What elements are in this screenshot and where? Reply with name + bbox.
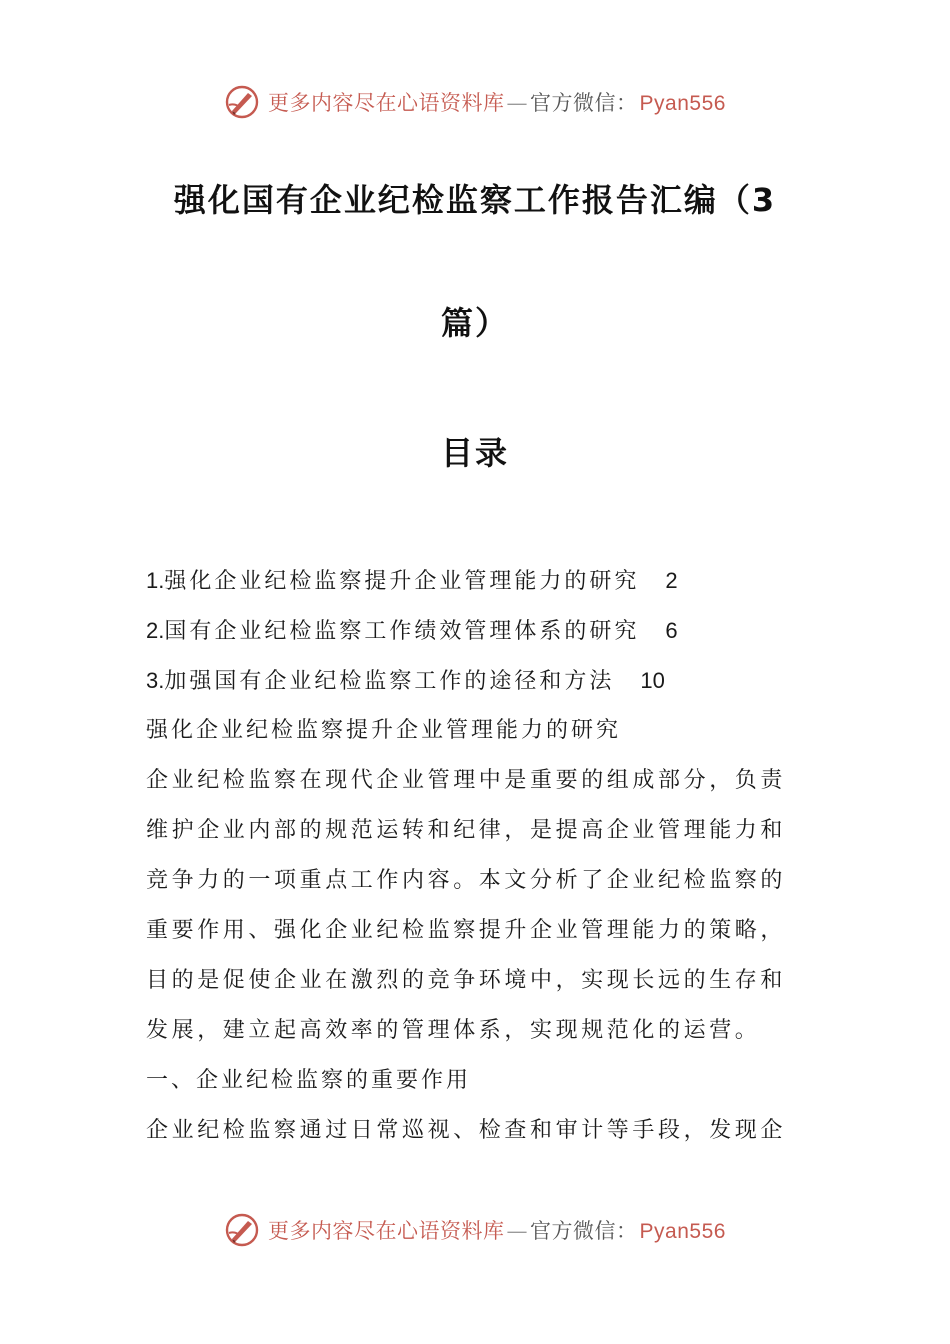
toc-heading: 目录 — [440, 434, 509, 472]
banner-text: 更多内容尽在心语资料库 — [268, 1219, 505, 1243]
paragraph-line: 维护企业内部的规范运转和纪律，是提高企业管理能力和 — [146, 818, 787, 843]
toc-item-number: 1. — [146, 568, 165, 593]
toc-item-2[interactable] — [146, 612, 846, 662]
toc-item-page: 6 — [665, 618, 678, 643]
banner-text: 更多内容尽在心语资料库 — [268, 91, 505, 115]
document-title-line-1: 强化国有企业纪检监察工作报告汇编（3 — [173, 181, 777, 219]
toc-item-text: 强化企业纪检监察提升企业管理能力的研究 — [164, 569, 640, 594]
section-heading: 一、企业纪检监察的重要作用 — [146, 1068, 472, 1093]
footer-watermark — [0, 1208, 950, 1252]
header-watermark — [0, 80, 950, 124]
paragraph-line: 重要作用、强化企业纪检监察提升企业管理能力的策略， — [146, 918, 787, 943]
paragraph-line: 企业纪检监察在现代企业管理中是重要的组成部分，负责 — [146, 768, 787, 793]
toc-item-3[interactable] — [146, 662, 846, 712]
toc-item-page: 2 — [665, 568, 678, 593]
banner-dash: — — [506, 1219, 529, 1243]
toc-item-text: 加强国有企业纪检监察工作的途径和方法 — [164, 669, 615, 694]
banner-wechat-label: 官方微信： — [530, 1219, 638, 1243]
article-title: 强化企业纪检监察提升企业管理能力的研究 — [146, 718, 622, 743]
toc-item-page: 10 — [640, 668, 665, 693]
toc-item-text: 国有企业纪检监察工作绩效管理体系的研究 — [164, 619, 640, 644]
pen-logo-icon — [224, 1212, 260, 1248]
article-body — [146, 712, 808, 1162]
document-title-line-2: 篇） — [440, 304, 509, 342]
paragraph-line: 企业纪检监察通过日常巡视、检查和审计等手段，发现企 — [146, 1118, 787, 1143]
banner-wechat-label: 官方微信： — [530, 91, 638, 115]
banner-dash: — — [506, 91, 529, 115]
table-of-contents — [146, 562, 846, 712]
banner-account: Pyan556 — [639, 92, 726, 115]
toc-item-1[interactable] — [146, 562, 846, 612]
toc-item-number: 2. — [146, 618, 165, 643]
paragraph-line: 竞争力的一项重点工作内容。本文分析了企业纪检监察的 — [146, 868, 787, 893]
toc-item-number: 3. — [146, 668, 165, 693]
paragraph-line: 发展，建立起高效率的管理体系，实现规范化的运营。 — [146, 1018, 761, 1043]
pen-logo-icon — [224, 84, 260, 120]
paragraph-line: 目的是促使企业在激烈的竞争环境中，实现长远的生存和 — [146, 968, 787, 993]
banner-account: Pyan556 — [639, 1220, 726, 1243]
